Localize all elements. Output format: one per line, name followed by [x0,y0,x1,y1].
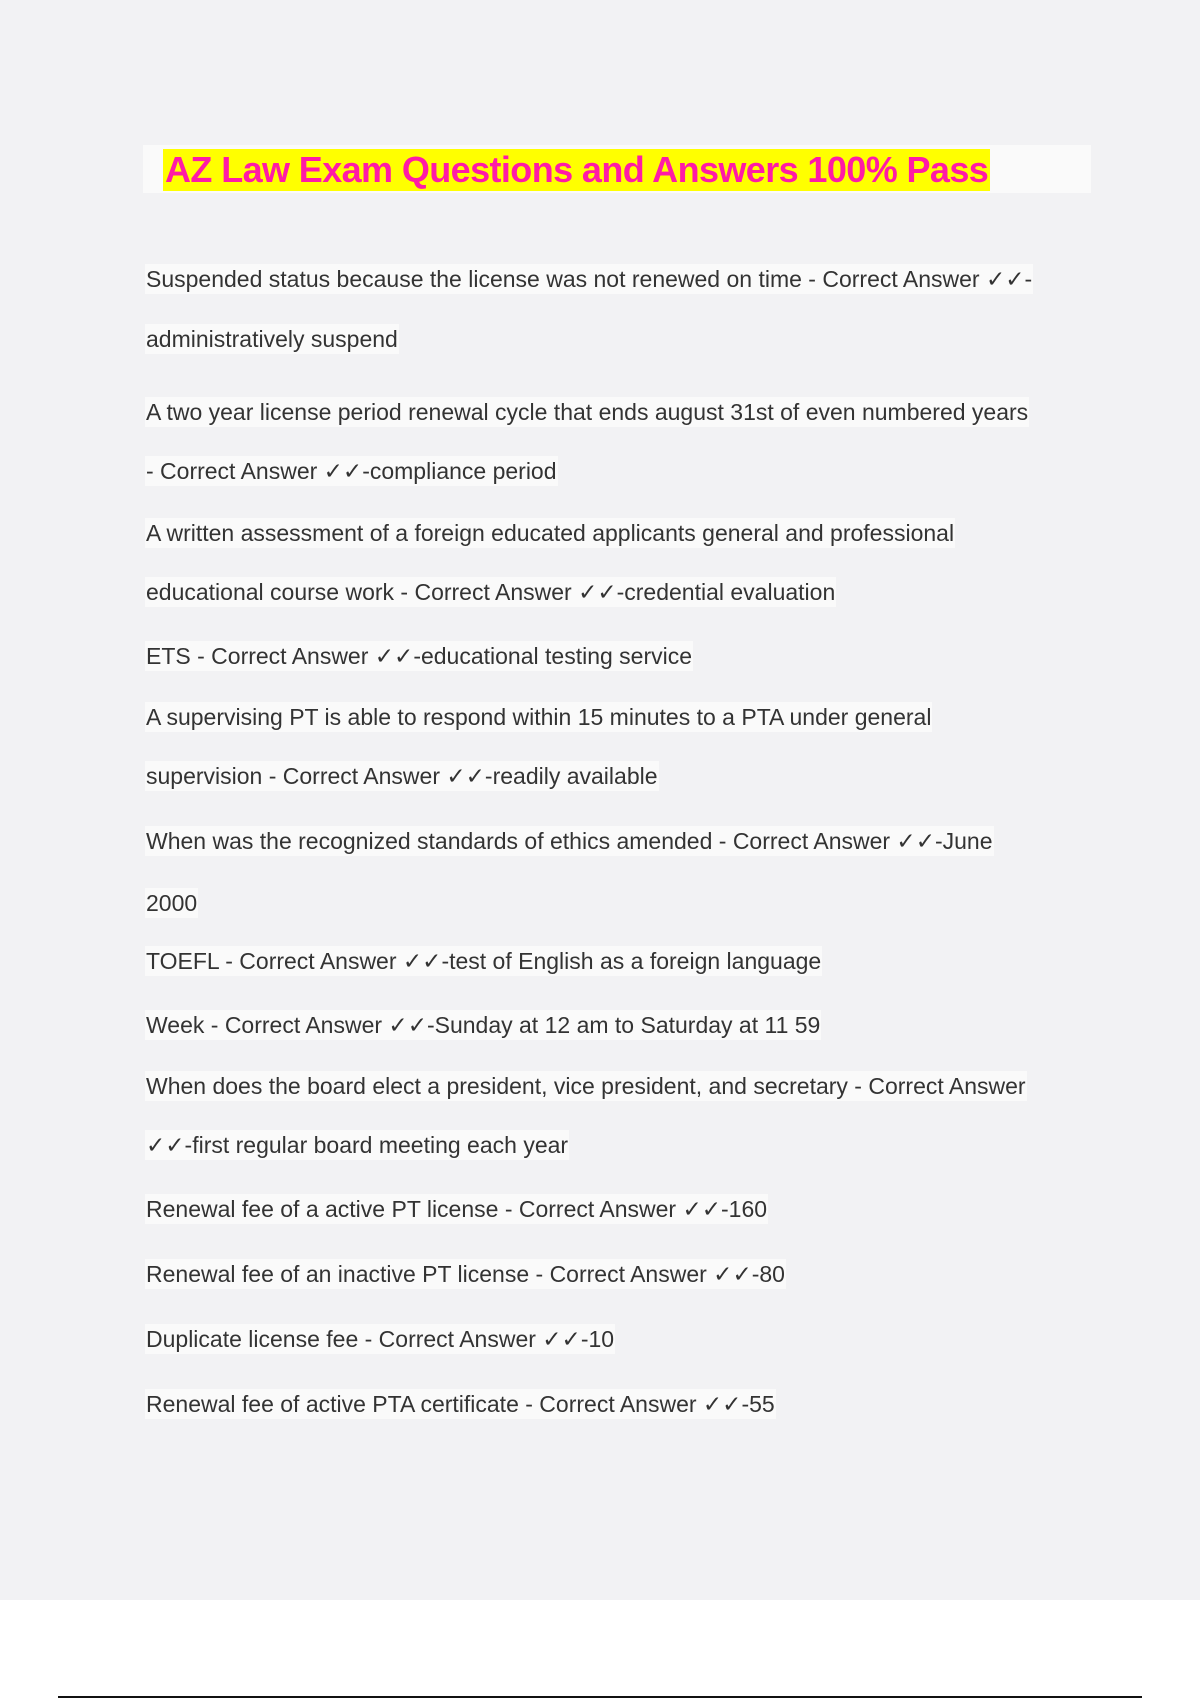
footer-divider [58,1696,1142,1698]
document-title: AZ Law Exam Questions and Answers 100% Pass [165,149,989,190]
qa-line: Week - Correct Answer ✓✓-Sunday at 12 am to Saturday at 11 59 [146,1012,821,1038]
qa-line: Duplicate license fee - Correct Answer ✓✓-10 [146,1326,615,1352]
qa-line: TOEFL - Correct Answer ✓✓-test of English as a foreign language [146,948,822,974]
qa-line: When was the recognized standards of ethics amended - Correct Answer ✓✓-June [146,828,993,854]
qa-line: educational course work - Correct Answer ✓✓-credential evaluation [146,579,836,605]
qa-line: ✓✓-first regular board meeting each year [146,1132,569,1158]
qa-line: 2000 [146,890,198,916]
qa-line: Renewal fee of a active PT license - Correct Answer ✓✓-160 [146,1196,768,1222]
qa-line: Renewal fee of active PTA certificate - Correct Answer ✓✓-55 [146,1391,775,1417]
qa-line: supervision - Correct Answer ✓✓-readily available [146,763,658,789]
qa-line: When does the board elect a president, vice president, and secretary - Correct Answer [146,1073,1026,1099]
qa-line: A supervising PT is able to respond within 15 minutes to a PTA under general [146,704,932,730]
qa-line: Suspended status because the license was not renewed on time - Correct Answer ✓✓- [146,266,1033,292]
qa-line: administratively suspend [146,326,398,352]
qa-line: A written assessment of a foreign educated applicants general and professional [146,520,955,546]
qa-line: ETS - Correct Answer ✓✓-educational testing service [146,643,693,669]
qa-line: A two year license period renewal cycle that ends august 31st of even numbered years [146,399,1029,425]
qa-line: - Correct Answer ✓✓-compliance period [146,458,557,484]
qa-line: Renewal fee of an inactive PT license - Correct Answer ✓✓-80 [146,1261,785,1287]
